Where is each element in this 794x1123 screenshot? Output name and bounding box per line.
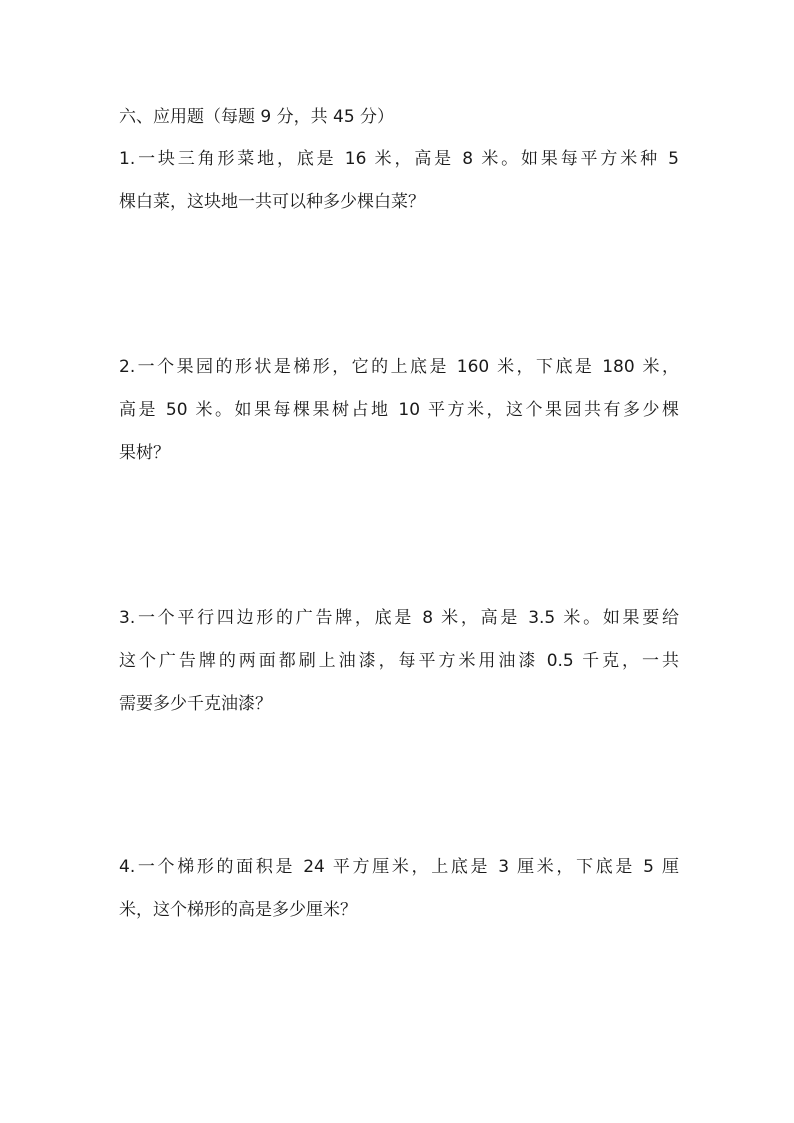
section-title: 六、应用题（每题 9 分，共 45 分） — [119, 107, 395, 127]
question-1-line-1: 1.一块三角形菜地，底是 16 米，高是 8 米。如果每平方米种 5 — [119, 149, 679, 169]
question-2-line-1: 2.一个果园的形状是梯形，它的上底是 160 米，下底是 180 米， — [119, 357, 679, 377]
question-4 — [119, 854, 679, 923]
question-1-line-2: 棵白菜，这块地一共可以种多少棵白菜？ — [119, 192, 425, 212]
question-3-line-1: 3.一个平行四边形的广告牌，底是 8 米，高是 3.5 米。如果要给 — [119, 608, 679, 628]
question-2-line-3: 果树？ — [119, 443, 170, 463]
question-4-line-2: 米，这个梯形的高是多少厘米？ — [119, 900, 357, 920]
question-1 — [119, 146, 679, 215]
question-2 — [119, 354, 679, 466]
question-2-line-2: 高是 50 米。如果每棵果树占地 10 平方米，这个果园共有多少棵 — [119, 400, 679, 420]
question-3 — [119, 605, 679, 717]
question-3-line-3: 需要多少千克油漆？ — [119, 694, 272, 714]
question-4-line-1: 4.一个梯形的面积是 24 平方厘米，上底是 3 厘米，下底是 5 厘 — [119, 857, 679, 877]
question-3-line-2: 这个广告牌的两面都刷上油漆，每平方米用油漆 0.5 千克，一共 — [119, 651, 679, 671]
